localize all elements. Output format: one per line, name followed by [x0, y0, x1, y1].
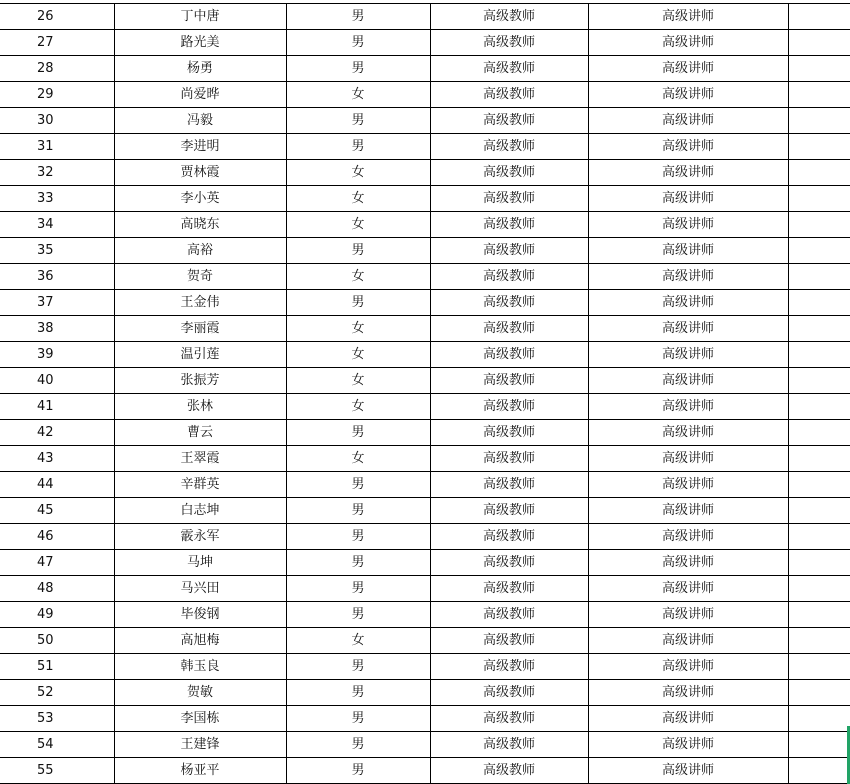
- cell-number[interactable]: 37: [0, 290, 114, 316]
- cell-title-teacher[interactable]: 高级教师: [430, 134, 588, 160]
- table-body: [0, 4, 850, 784]
- cell-title-teacher[interactable]: 高级教师: [430, 576, 588, 602]
- table-row: [0, 758, 850, 784]
- table-row: [0, 472, 850, 498]
- cell-name[interactable]: 贺敏: [114, 680, 286, 706]
- cell-empty[interactable]: [788, 680, 850, 706]
- cell-number[interactable]: 44: [0, 472, 114, 498]
- cell-number[interactable]: 31: [0, 134, 114, 160]
- table-row: [0, 160, 850, 186]
- cell-empty[interactable]: [788, 576, 850, 602]
- cell-number[interactable]: 42: [0, 420, 114, 446]
- cell-title-teacher[interactable]: 高级教师: [430, 654, 588, 680]
- cell-number[interactable]: 41: [0, 394, 114, 420]
- cell-empty[interactable]: [788, 602, 850, 628]
- cell-name[interactable]: 贾林霞: [114, 160, 286, 186]
- table-row: [0, 134, 850, 160]
- cell-title-teacher[interactable]: 高级教师: [430, 602, 588, 628]
- cell-number[interactable]: 34: [0, 212, 114, 238]
- cell-title-lecturer[interactable]: 高级讲师: [588, 628, 788, 654]
- cell-title-teacher[interactable]: 高级教师: [430, 56, 588, 82]
- cell-gender[interactable]: 女: [286, 342, 430, 368]
- cell-title-teacher[interactable]: 高级教师: [430, 446, 588, 472]
- cell-gender[interactable]: 男: [286, 108, 430, 134]
- cell-empty[interactable]: [788, 524, 850, 550]
- cell-number[interactable]: 46: [0, 524, 114, 550]
- cell-title-teacher[interactable]: 高级教师: [430, 316, 588, 342]
- cell-empty[interactable]: [788, 472, 850, 498]
- cell-gender[interactable]: 男: [286, 472, 430, 498]
- table-row: [0, 602, 850, 628]
- cell-empty[interactable]: [788, 30, 850, 56]
- cell-empty[interactable]: [788, 342, 850, 368]
- cell-title-lecturer[interactable]: 高级讲师: [588, 550, 788, 576]
- cell-name[interactable]: 温引莲: [114, 342, 286, 368]
- cell-number[interactable]: 27: [0, 30, 114, 56]
- cell-name[interactable]: 李进明: [114, 134, 286, 160]
- cell-title-teacher[interactable]: 高级教师: [430, 160, 588, 186]
- cell-name[interactable]: 王金伟: [114, 290, 286, 316]
- cell-title-teacher[interactable]: 高级教师: [430, 342, 588, 368]
- cell-name[interactable]: 高旭梅: [114, 628, 286, 654]
- cell-gender[interactable]: 女: [286, 316, 430, 342]
- cell-number[interactable]: 28: [0, 56, 114, 82]
- cell-gender[interactable]: 男: [286, 524, 430, 550]
- cell-title-teacher[interactable]: 高级教师: [430, 498, 588, 524]
- cell-name[interactable]: 杨勇: [114, 56, 286, 82]
- cell-gender[interactable]: 男: [286, 550, 430, 576]
- cell-gender[interactable]: 男: [286, 706, 430, 732]
- cell-empty[interactable]: [788, 550, 850, 576]
- cell-number[interactable]: 38: [0, 316, 114, 342]
- cell-name[interactable]: 张振芳: [114, 368, 286, 394]
- cell-empty[interactable]: [788, 108, 850, 134]
- table-row: [0, 212, 850, 238]
- cell-title-teacher[interactable]: 高级教师: [430, 628, 588, 654]
- cell-number[interactable]: 39: [0, 342, 114, 368]
- cell-name[interactable]: 李国栋: [114, 706, 286, 732]
- cell-title-teacher[interactable]: 高级教师: [430, 524, 588, 550]
- cell-gender[interactable]: 男: [286, 238, 430, 264]
- cell-title-lecturer[interactable]: 高级讲师: [588, 264, 788, 290]
- cell-name[interactable]: 王翠霞: [114, 446, 286, 472]
- cell-title-teacher[interactable]: 高级教师: [430, 420, 588, 446]
- cell-empty[interactable]: [788, 160, 850, 186]
- cell-name[interactable]: 霰永军: [114, 524, 286, 550]
- cell-title-lecturer[interactable]: 高级讲师: [588, 758, 788, 784]
- cell-title-lecturer[interactable]: 高级讲师: [588, 212, 788, 238]
- cell-gender[interactable]: 女: [286, 264, 430, 290]
- cell-gender[interactable]: 男: [286, 758, 430, 784]
- cell-title-lecturer[interactable]: 高级讲师: [588, 576, 788, 602]
- cell-gender[interactable]: 女: [286, 368, 430, 394]
- cell-number[interactable]: 51: [0, 654, 114, 680]
- cell-number[interactable]: 33: [0, 186, 114, 212]
- cell-title-teacher[interactable]: 高级教师: [430, 30, 588, 56]
- cell-gender[interactable]: 男: [286, 420, 430, 446]
- cell-title-teacher[interactable]: 高级教师: [430, 732, 588, 758]
- cell-empty[interactable]: [788, 316, 850, 342]
- table-row: [0, 342, 850, 368]
- cell-title-lecturer[interactable]: 高级讲师: [588, 186, 788, 212]
- cell-gender[interactable]: 男: [286, 134, 430, 160]
- cell-title-teacher[interactable]: 高级教师: [430, 186, 588, 212]
- table-row: [0, 238, 850, 264]
- cell-empty[interactable]: [788, 212, 850, 238]
- cell-number[interactable]: 45: [0, 498, 114, 524]
- cell-title-teacher[interactable]: 高级教师: [430, 108, 588, 134]
- cell-name[interactable]: 王建锋: [114, 732, 286, 758]
- cell-number[interactable]: 35: [0, 238, 114, 264]
- cell-title-teacher[interactable]: 高级教师: [430, 290, 588, 316]
- cell-empty[interactable]: [788, 446, 850, 472]
- cell-title-lecturer[interactable]: 高级讲师: [588, 420, 788, 446]
- cell-number[interactable]: 43: [0, 446, 114, 472]
- cell-title-teacher[interactable]: 高级教师: [430, 706, 588, 732]
- cell-title-lecturer[interactable]: 高级讲师: [588, 4, 788, 30]
- cell-gender[interactable]: 男: [286, 30, 430, 56]
- cell-title-lecturer[interactable]: 高级讲师: [588, 654, 788, 680]
- cell-title-lecturer[interactable]: 高级讲师: [588, 82, 788, 108]
- cell-name[interactable]: 贺奇: [114, 264, 286, 290]
- cell-empty[interactable]: [788, 368, 850, 394]
- cell-number[interactable]: 40: [0, 368, 114, 394]
- cell-gender[interactable]: 女: [286, 446, 430, 472]
- cell-title-teacher[interactable]: 高级教师: [430, 550, 588, 576]
- cell-title-lecturer[interactable]: 高级讲师: [588, 134, 788, 160]
- cell-gender[interactable]: 女: [286, 212, 430, 238]
- cell-name[interactable]: 曹云: [114, 420, 286, 446]
- cell-gender[interactable]: 男: [286, 290, 430, 316]
- cell-title-teacher[interactable]: 高级教师: [430, 368, 588, 394]
- cell-gender[interactable]: 男: [286, 56, 430, 82]
- cell-title-lecturer[interactable]: 高级讲师: [588, 472, 788, 498]
- cell-empty[interactable]: [788, 758, 850, 784]
- cell-number[interactable]: 26: [0, 4, 114, 30]
- table-row: [0, 654, 850, 680]
- cell-title-teacher[interactable]: 高级教师: [430, 394, 588, 420]
- cell-name[interactable]: 毕俊钢: [114, 602, 286, 628]
- cell-title-lecturer[interactable]: 高级讲师: [588, 602, 788, 628]
- cell-gender[interactable]: 女: [286, 82, 430, 108]
- cell-name[interactable]: 杨亚平: [114, 758, 286, 784]
- spreadsheet-sheet: [0, 3, 850, 784]
- cell-gender[interactable]: 男: [286, 498, 430, 524]
- table-row: [0, 706, 850, 732]
- cell-name[interactable]: 马兴田: [114, 576, 286, 602]
- table-row: [0, 498, 850, 524]
- cell-title-teacher[interactable]: 高级教师: [430, 680, 588, 706]
- cell-number[interactable]: 47: [0, 550, 114, 576]
- cell-number[interactable]: 53: [0, 706, 114, 732]
- cell-title-lecturer[interactable]: 高级讲师: [588, 160, 788, 186]
- table-row: [0, 30, 850, 56]
- cell-name[interactable]: 李小英: [114, 186, 286, 212]
- table-row: [0, 56, 850, 82]
- cell-title-lecturer[interactable]: 高级讲师: [588, 368, 788, 394]
- cell-title-teacher[interactable]: 高级教师: [430, 212, 588, 238]
- cell-empty[interactable]: [788, 290, 850, 316]
- table-row: [0, 264, 850, 290]
- cell-title-lecturer[interactable]: 高级讲师: [588, 56, 788, 82]
- cell-name[interactable]: 韩玉良: [114, 654, 286, 680]
- cell-empty[interactable]: [788, 394, 850, 420]
- table-row: [0, 550, 850, 576]
- cell-number[interactable]: 52: [0, 680, 114, 706]
- cell-title-lecturer[interactable]: 高级讲师: [588, 238, 788, 264]
- cell-number[interactable]: 54: [0, 732, 114, 758]
- cell-title-lecturer[interactable]: 高级讲师: [588, 680, 788, 706]
- cell-empty[interactable]: [788, 732, 850, 758]
- cell-empty[interactable]: [788, 420, 850, 446]
- cell-title-lecturer[interactable]: 高级讲师: [588, 706, 788, 732]
- cell-title-lecturer[interactable]: 高级讲师: [588, 108, 788, 134]
- cell-empty[interactable]: [788, 654, 850, 680]
- cell-title-lecturer[interactable]: 高级讲师: [588, 498, 788, 524]
- cell-gender[interactable]: 女: [286, 394, 430, 420]
- cell-gender[interactable]: 男: [286, 680, 430, 706]
- cell-number[interactable]: 32: [0, 160, 114, 186]
- cell-name[interactable]: 高裕: [114, 238, 286, 264]
- table-row: [0, 394, 850, 420]
- cell-gender[interactable]: 女: [286, 160, 430, 186]
- cell-name[interactable]: 张林: [114, 394, 286, 420]
- cell-number[interactable]: 36: [0, 264, 114, 290]
- cell-title-lecturer[interactable]: 高级讲师: [588, 316, 788, 342]
- table-row: [0, 524, 850, 550]
- cell-gender[interactable]: 男: [286, 732, 430, 758]
- cell-title-teacher[interactable]: 高级教师: [430, 82, 588, 108]
- table-row: [0, 680, 850, 706]
- cell-name[interactable]: 丁中唐: [114, 4, 286, 30]
- cell-title-lecturer[interactable]: 高级讲师: [588, 290, 788, 316]
- cell-name[interactable]: 尚爱晔: [114, 82, 286, 108]
- cell-number[interactable]: 55: [0, 758, 114, 784]
- cell-empty[interactable]: [788, 134, 850, 160]
- cell-gender[interactable]: 男: [286, 602, 430, 628]
- cell-gender[interactable]: 男: [286, 4, 430, 30]
- cell-empty[interactable]: [788, 4, 850, 30]
- table-row: [0, 446, 850, 472]
- cell-empty[interactable]: [788, 628, 850, 654]
- cell-empty[interactable]: [788, 186, 850, 212]
- cell-name[interactable]: 路光美: [114, 30, 286, 56]
- cell-name[interactable]: 李丽霞: [114, 316, 286, 342]
- table-row: [0, 732, 850, 758]
- cell-title-teacher[interactable]: 高级教师: [430, 4, 588, 30]
- cell-title-lecturer[interactable]: 高级讲师: [588, 732, 788, 758]
- cell-empty[interactable]: [788, 56, 850, 82]
- cell-empty[interactable]: [788, 706, 850, 732]
- staff-table: [0, 3, 850, 784]
- cell-title-lecturer[interactable]: 高级讲师: [588, 446, 788, 472]
- cell-number[interactable]: 50: [0, 628, 114, 654]
- cell-name[interactable]: 马坤: [114, 550, 286, 576]
- cell-empty[interactable]: [788, 498, 850, 524]
- cell-title-teacher[interactable]: 高级教师: [430, 758, 588, 784]
- cell-title-teacher[interactable]: 高级教师: [430, 238, 588, 264]
- cell-gender[interactable]: 男: [286, 576, 430, 602]
- cell-title-lecturer[interactable]: 高级讲师: [588, 342, 788, 368]
- cell-name[interactable]: 高晓东: [114, 212, 286, 238]
- cell-name[interactable]: 白志坤: [114, 498, 286, 524]
- cell-number[interactable]: 49: [0, 602, 114, 628]
- cell-title-lecturer[interactable]: 高级讲师: [588, 524, 788, 550]
- cell-title-lecturer[interactable]: 高级讲师: [588, 30, 788, 56]
- cell-title-teacher[interactable]: 高级教师: [430, 472, 588, 498]
- cell-empty[interactable]: [788, 264, 850, 290]
- cell-empty[interactable]: [788, 238, 850, 264]
- table-row: [0, 186, 850, 212]
- cell-gender[interactable]: 女: [286, 628, 430, 654]
- cell-gender[interactable]: 女: [286, 186, 430, 212]
- table-row: [0, 628, 850, 654]
- cell-name[interactable]: 辛群英: [114, 472, 286, 498]
- cell-title-teacher[interactable]: 高级教师: [430, 264, 588, 290]
- cell-gender[interactable]: 男: [286, 654, 430, 680]
- table-row: [0, 576, 850, 602]
- table-row: [0, 82, 850, 108]
- table-row: [0, 108, 850, 134]
- cell-title-lecturer[interactable]: 高级讲师: [588, 394, 788, 420]
- table-row: [0, 368, 850, 394]
- cell-name[interactable]: 冯毅: [114, 108, 286, 134]
- cell-number[interactable]: 29: [0, 82, 114, 108]
- cell-number[interactable]: 30: [0, 108, 114, 134]
- cell-number[interactable]: 48: [0, 576, 114, 602]
- table-row: [0, 420, 850, 446]
- table-row: [0, 290, 850, 316]
- table-row: [0, 4, 850, 30]
- table-row: [0, 316, 850, 342]
- cell-empty[interactable]: [788, 82, 850, 108]
